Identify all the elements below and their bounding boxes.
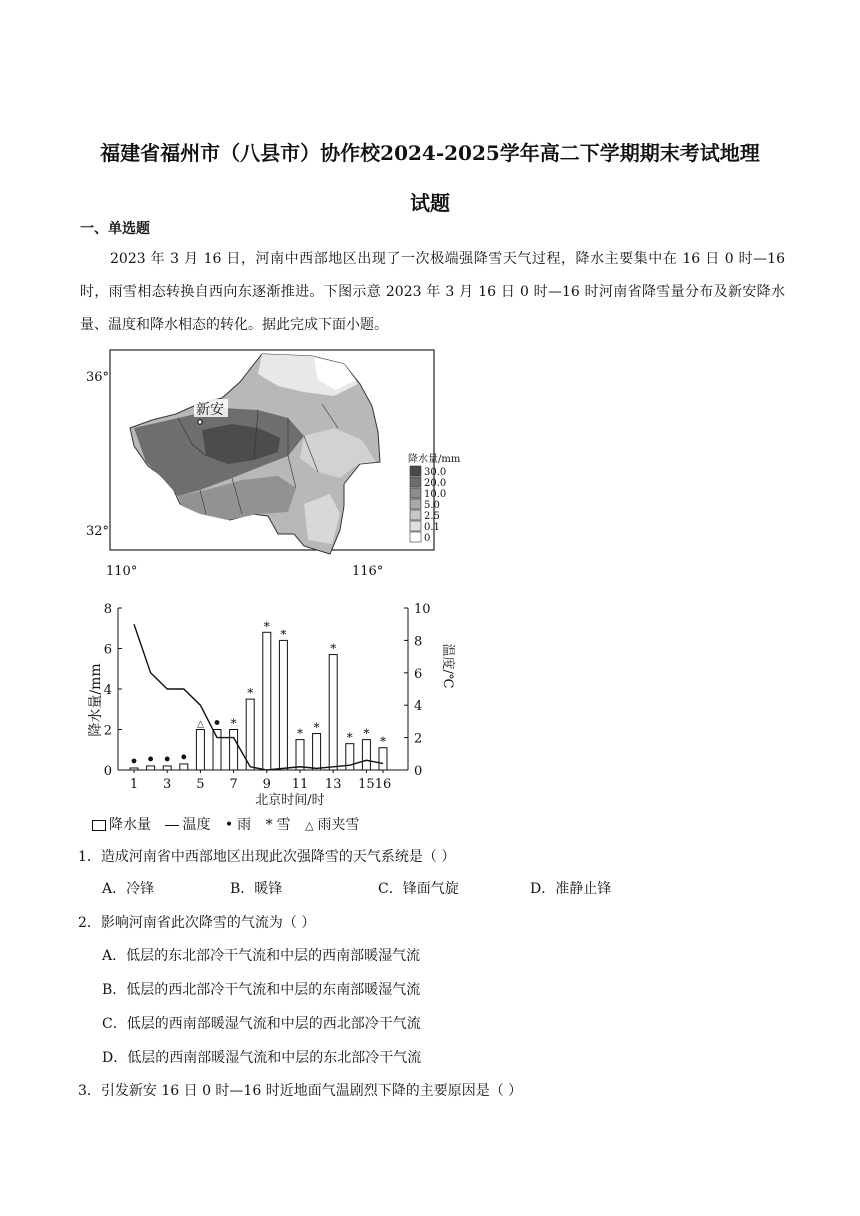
q1-option-d[interactable]: D．准静止锋 [530,881,612,897]
legend-title: 降水量/mm [408,454,461,465]
y2-tick-label-1: 2 [414,731,423,747]
y2-tick-label-4: 8 [414,634,423,650]
y2-tick-label-2: 4 [414,699,423,715]
legend-rain-label: 雨 [237,817,252,833]
legend-value-0: 30.0 [424,467,447,478]
precip-bar-13 [329,655,337,770]
precip-bar-15 [362,740,370,770]
legend-temp-label: 温度 [182,817,211,833]
legend-bar-swatch [92,820,106,831]
precip-bar-4 [180,764,188,770]
x-tick-label-11: 11 [291,777,309,792]
precip-bar-5 [196,730,204,771]
snow-marker-7: * [230,716,237,731]
legend-snow-icon: * [265,817,273,833]
precip-bar-3 [163,766,171,770]
legend-swatch-6 [410,532,421,542]
legend-value-6: 0 [424,533,431,544]
xinan-point [198,420,202,424]
x-tick-label-7: 7 [229,777,238,792]
rain-marker-2 [148,757,153,762]
legend-line-swatch [165,825,179,826]
precip-temp-chart [78,596,455,836]
intro-paragraph: 2023 年 3 月 16 日，河南中西部地区出现了一次极端强降雪天气过程，降水主要集中在 16 日 0 时—16 时，雨雪相态转换自西向东逐渐推进。下图示意 2023 年 3 月 16 日 0 时—16 时河南省降雪量分布及新安降水量、温度和降水相态的转化。据此完成下面小题。 [80,251,785,333]
snow-marker-8: * [247,686,254,701]
snow-marker-9: * [263,619,270,634]
question-2-stem: 2．影响河南省此次降雪的气流为（ ） [78,915,316,931]
x-tick-label-16: 16 [374,777,392,792]
rain-marker-3 [165,757,170,762]
question-1-stem: 1．造成河南省中西部地区出现此次强降雪的天气系统是（ ） [78,849,456,865]
legend-rain-icon: • [224,817,234,833]
legend-swatch-4 [410,510,421,520]
legend-swatch-5 [410,521,421,531]
legend-snow-label: 雪 [276,817,291,833]
q2-option-d[interactable]: D．低层的西南部暖湿气流和中层的东北部冷干气流 [102,1050,422,1066]
precip-bar-6 [213,730,221,771]
legend-sleet-icon: △ [305,819,314,832]
lat-label-36: 36° [86,370,110,385]
snow-marker-16: * [380,734,386,749]
precip-bar-7 [230,730,238,771]
x-tick-label-1: 1 [129,777,139,792]
precip-bar-2 [147,766,155,770]
rain-marker-6 [215,720,220,725]
x-tick-label-9: 9 [262,777,271,792]
x-tick-label-3: 3 [163,777,172,792]
legend-value-1: 20.0 [424,478,447,489]
xinan-label: 新安 [196,402,224,418]
precip-bar-1 [130,768,138,770]
legend-swatch-1 [410,477,421,487]
precip-bar-8 [246,699,254,770]
snow-marker-13: * [330,641,337,656]
snow-marker-10: * [280,627,287,642]
y2-axis-label: 温度/℃ [440,643,455,689]
precip-bar-9 [263,632,271,770]
section-heading: 一、单选题 [80,221,150,237]
legend-sleet-label: 雨夹雪 [317,817,360,833]
legend-value-2: 10.0 [424,489,447,500]
q1-option-c[interactable]: C．锋面气旋 [378,881,459,897]
legend-swatch-0 [410,466,421,476]
y-tick-label-1: 2 [103,723,112,739]
title-line-2: 试题 [410,191,450,215]
chart-svg [78,596,455,836]
lon-label-116: 116° [352,564,384,579]
y2-tick-label-0: 0 [414,764,423,779]
q1-option-a[interactable]: A．冷锋 [102,881,155,897]
x-tick-label-15: 15 [358,777,375,792]
snow-marker-15: * [363,726,370,741]
rain-marker-1 [132,759,137,764]
precip-bar-12 [313,734,321,770]
x-axis-label: 北京时间/时 [255,793,325,808]
q2-option-a[interactable]: A．低层的东北部冷干气流和中层的西南部暖湿气流 [102,948,421,964]
precip-bar-10 [279,640,287,770]
snow-marker-11: * [297,726,303,741]
q2-option-b[interactable]: B．低层的西北部冷干气流和中层的东南部暖湿气流 [102,982,421,998]
legend-value-3: 5.0 [424,500,440,511]
y2-tick-label-5: 10 [414,602,431,617]
sleet-marker-5: △ [196,719,204,730]
lat-label-32: 32° [86,524,110,539]
question-3-stem: 3．引发新安 16 日 0 时—16 时近地面气温剧烈下降的主要原因是（ ） [78,1083,523,1099]
map-svg [82,344,482,584]
q2-option-c[interactable]: C．低层的西南部暖湿气流和中层的西北部冷干气流 [102,1016,421,1032]
lon-label-110: 110° [106,564,138,579]
title-line-1: 福建省福州市（八县市）协作校2024-2025学年高二下学期期末考试地理 [100,141,760,165]
snowfall-map [82,344,482,584]
x-tick-label-13: 13 [324,777,342,792]
y-axis-label: 降水量/mm [88,663,104,737]
y-tick-label-4: 8 [103,602,112,617]
y-tick-label-2: 4 [103,683,112,698]
legend-value-4: 2.5 [424,511,440,522]
legend-swatch-3 [410,499,421,509]
precip-bar-16 [379,748,387,770]
rain-marker-4 [181,755,186,760]
x-tick-label-5: 5 [196,777,205,792]
chart-legend [92,814,432,836]
legend-precip-label: 降水量 [109,817,151,833]
y2-tick-label-3: 6 [414,666,423,682]
y-tick-label-3: 6 [103,642,112,658]
map-legend [410,466,446,544]
snow-marker-14: * [346,730,353,745]
precip-bar-11 [296,740,304,770]
snow-marker-12: * [313,720,320,735]
q1-option-b[interactable]: B．暖锋 [230,881,283,897]
legend-swatch-2 [410,488,421,498]
y-tick-label-0: 0 [103,764,112,779]
legend-value-5: 0.1 [424,522,440,533]
document-title [60,128,800,228]
